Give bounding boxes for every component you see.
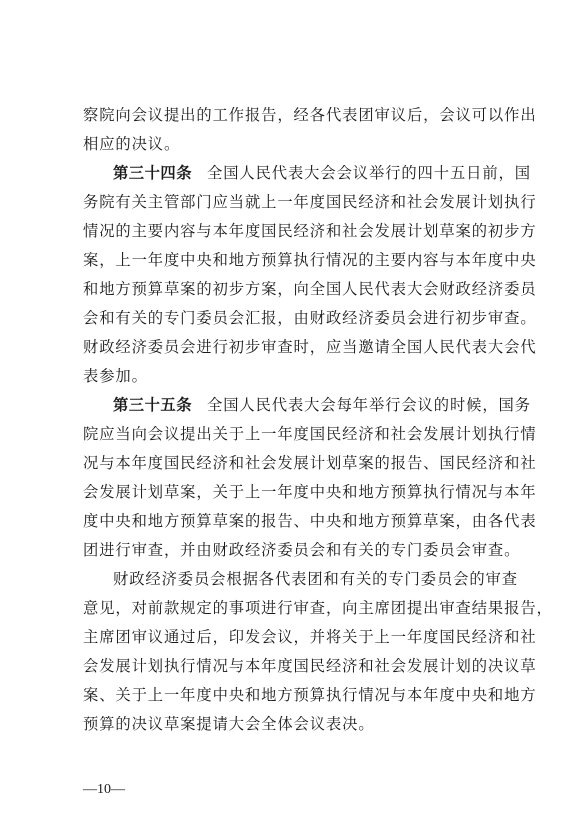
text-line: 相应的决议。	[83, 135, 181, 153]
article-35-text: 全国人民代表大会每年举行会议的时候，国务	[207, 396, 531, 414]
paragraph-first-line: 财政经济委员会根据各代表团和有关的专门委员会的审查	[113, 570, 518, 588]
text-line: 院应当向会议提出关于上一年度国民经济和社会发展计划执行情	[83, 425, 537, 443]
text-line: 案、关于上一年度中央和地方预算执行情况与本年度中央和地方	[83, 686, 537, 704]
text-line: 务院有关主管部门应当就上一年度国民经济和社会发展计划执行	[83, 193, 537, 211]
text-line: 预算的决议草案提请大会全体会议表决。	[83, 715, 375, 733]
page-number: —10—	[83, 782, 125, 797]
text-line: 会发展计划草案，关于上一年度中央和地方预算执行情况与本年	[83, 483, 537, 501]
text-line: 主席团审议通过后，印发会议，并将关于上一年度国民经济和社	[83, 628, 537, 646]
text-line: 察院向会议提出的工作报告，经各代表团审议后，会议可以作出	[83, 106, 537, 124]
text-line: 意见，对前款规定的事项进行审查，向主席团提出审查结果报告，	[83, 599, 553, 617]
text-line: 会和有关的专门委员会汇报，由财政经济委员会进行初步审查。	[83, 309, 537, 327]
text-line: 情况的主要内容与本年度国民经济和社会发展计划草案的初步方	[83, 222, 537, 240]
text-line: 度中央和地方预算草案的报告、中央和地方预算草案，由各代表	[83, 512, 537, 530]
text-line: 况与本年度国民经济和社会发展计划草案的报告、国民经济和社	[83, 454, 537, 472]
article-34-heading: 第三十四条	[113, 164, 192, 182]
article-35-heading: 第三十五条	[113, 396, 192, 414]
text-line: 会发展计划执行情况与本年度国民经济和社会发展计划的决议草	[83, 657, 537, 675]
text-line: 团进行审查，并由财政经济委员会和有关的专门委员会审查。	[83, 541, 521, 559]
article-34-text: 全国人民代表大会会议举行的四十五日前，国	[207, 164, 531, 182]
text-line: 表参加。	[83, 367, 148, 385]
text-line: 和地方预算草案的初步方案，向全国人民代表大会财政经济委员	[83, 280, 537, 298]
article-35-first-line	[113, 395, 531, 415]
text-line: 案，上一年度中央和地方预算执行情况的主要内容与本年度中央	[83, 251, 537, 269]
article-34-first-line	[113, 163, 531, 183]
text-line: 财政经济委员会进行初步审查时，应当邀请全国人民代表大会代	[83, 338, 537, 356]
